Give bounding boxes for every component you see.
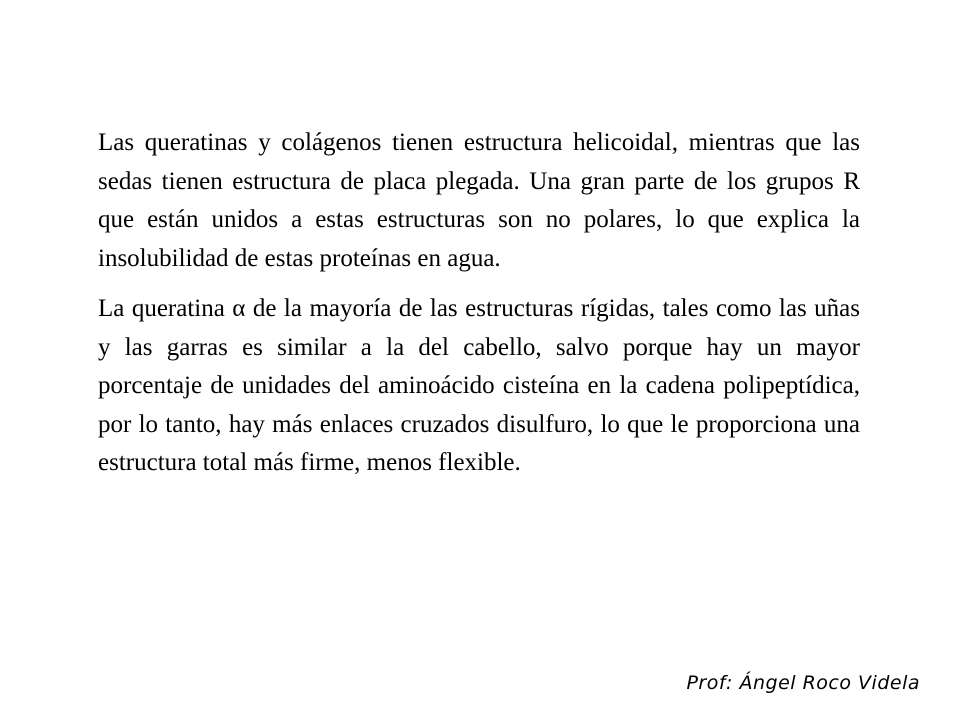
author-footer: Prof: Ángel Roco Videla <box>686 672 920 694</box>
slide-body <box>98 124 860 483</box>
paragraph-alpha-keratin: La queratina α de la mayoría de las estructuras rígidas, tales como las uñas y las garras es similar a la del cabello, salvo porque hay un mayor porcentaje de unidades del aminoácido cisteína en la cadena polipeptídica, por lo tanto, hay más enlaces cruzados disulfuro, lo que le proporciona una estructura total más firme, menos flexible. <box>98 295 860 476</box>
paragraph-keratin-collagen: Las queratinas y colágenos tienen estructura helicoidal, mientras que las sedas tienen estructura de placa plegada. Una gran parte de los grupos R que están unidos a estas estructuras son no polares, lo que explica la insolubilidad de estas proteínas en agua. <box>98 129 860 272</box>
